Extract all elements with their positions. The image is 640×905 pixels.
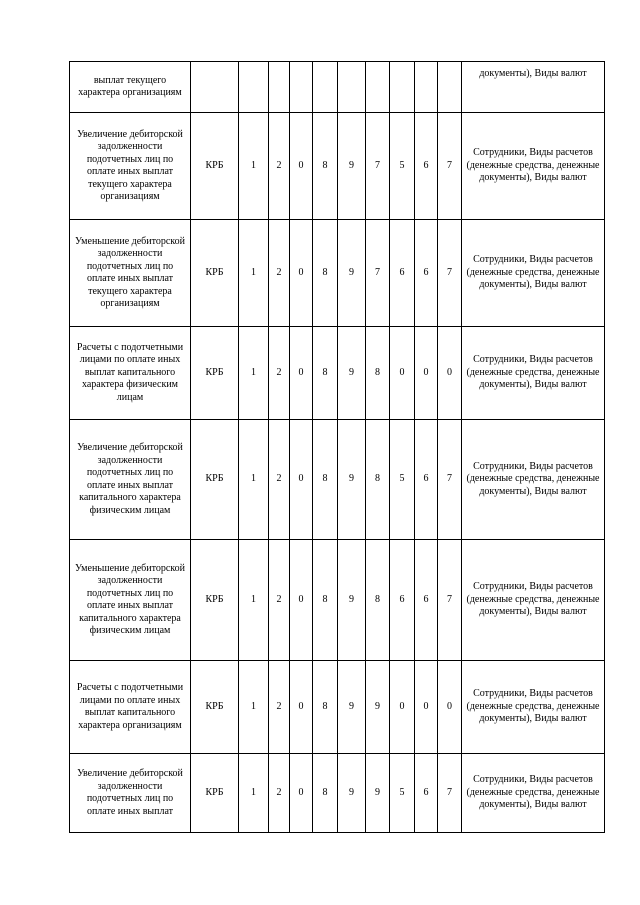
code-digit-cell: 8: [313, 661, 338, 754]
code-digit-cell: 1: [239, 754, 269, 833]
code-digit-cell: 8: [366, 420, 390, 540]
code-digit-cell: 9: [338, 113, 366, 220]
code-digit-cell: 1: [239, 113, 269, 220]
code-digit-cell: 2: [269, 420, 290, 540]
code-digit-cell: 2: [269, 661, 290, 754]
code-digit-cell: 8: [366, 540, 390, 661]
code-digit-cell: 9: [338, 540, 366, 661]
code-digit-cell: 2: [269, 327, 290, 420]
code-digit-cell: [239, 62, 269, 113]
code-digit-cell: 6: [390, 540, 415, 661]
code-digit-cell: 0: [290, 540, 313, 661]
table-row: [70, 113, 605, 220]
account-name-cell: Уменьшение дебиторской задолженности подотчетных лиц по оплате иных выплат капитального характера физическим лицам: [70, 540, 191, 661]
code-digit-cell: 6: [415, 220, 438, 327]
kfo-cell: КРБ: [191, 420, 239, 540]
account-name-cell: Расчеты с подотчетными лицами по оплате иных выплат капитального характера организациям: [70, 661, 191, 754]
table-row: [70, 661, 605, 754]
code-digit-cell: [313, 62, 338, 113]
code-digit-cell: 8: [313, 754, 338, 833]
analytics-cell: Сотрудники, Виды расчетов (денежные средства, денежные документы), Виды валют: [462, 661, 605, 754]
table-row: [70, 220, 605, 327]
code-digit-cell: 7: [438, 220, 462, 327]
account-name-cell: Увеличение дебиторской задолженности подотчетных лиц по оплате иных выплат текущего характера организациям: [70, 113, 191, 220]
analytics-cell: Сотрудники, Виды расчетов (денежные средства, денежные документы), Виды валют: [462, 754, 605, 833]
table-row: [70, 327, 605, 420]
code-digit-cell: 0: [390, 661, 415, 754]
code-digit-cell: 8: [313, 420, 338, 540]
analytics-cell: Сотрудники, Виды расчетов (денежные средства, денежные документы), Виды валют: [462, 327, 605, 420]
code-digit-cell: 0: [415, 661, 438, 754]
code-digit-cell: 0: [438, 327, 462, 420]
code-digit-cell: 1: [239, 327, 269, 420]
code-digit-cell: 7: [366, 113, 390, 220]
code-digit-cell: 1: [239, 540, 269, 661]
code-digit-cell: 2: [269, 754, 290, 833]
code-digit-cell: 0: [438, 661, 462, 754]
code-digit-cell: [269, 62, 290, 113]
code-digit-cell: 8: [313, 113, 338, 220]
code-digit-cell: 9: [338, 420, 366, 540]
code-digit-cell: 0: [290, 661, 313, 754]
code-digit-cell: 5: [390, 420, 415, 540]
code-digit-cell: 2: [269, 220, 290, 327]
kfo-cell: КРБ: [191, 327, 239, 420]
code-digit-cell: 9: [338, 754, 366, 833]
account-name-cell: Расчеты с подотчетными лицами по оплате иных выплат капитального характера физическим лицам: [70, 327, 191, 420]
table-row: [70, 62, 605, 113]
account-name-cell: выплат текущего характера организациям: [70, 62, 191, 113]
analytics-cell: Сотрудники, Виды расчетов (денежные средства, денежные документы), Виды валют: [462, 220, 605, 327]
analytics-cell: документы), Виды валют: [462, 62, 605, 113]
table-row: [70, 540, 605, 661]
kfo-cell: [191, 62, 239, 113]
kfo-cell: КРБ: [191, 220, 239, 327]
code-digit-cell: 6: [415, 754, 438, 833]
code-digit-cell: 7: [438, 754, 462, 833]
code-digit-cell: 9: [366, 661, 390, 754]
code-digit-cell: [390, 62, 415, 113]
code-digit-cell: 5: [390, 754, 415, 833]
account-name-cell: Уменьшение дебиторской задолженности подотчетных лиц по оплате иных выплат текущего характера организациям: [70, 220, 191, 327]
code-digit-cell: 8: [366, 327, 390, 420]
analytics-cell: Сотрудники, Виды расчетов (денежные средства, денежные документы), Виды валют: [462, 113, 605, 220]
code-digit-cell: 9: [338, 661, 366, 754]
code-digit-cell: [366, 62, 390, 113]
code-digit-cell: 8: [313, 540, 338, 661]
code-digit-cell: 1: [239, 661, 269, 754]
code-digit-cell: 2: [269, 540, 290, 661]
account-name-cell: Увеличение дебиторской задолженности подотчетных лиц по оплате иных выплат капитального характера физическим лицам: [70, 420, 191, 540]
code-digit-cell: 8: [313, 220, 338, 327]
code-digit-cell: 7: [438, 540, 462, 661]
code-digit-cell: 7: [438, 113, 462, 220]
code-digit-cell: [290, 62, 313, 113]
code-digit-cell: 7: [366, 220, 390, 327]
code-digit-cell: 8: [313, 327, 338, 420]
code-digit-cell: 0: [390, 327, 415, 420]
code-digit-cell: 0: [415, 327, 438, 420]
code-digit-cell: 0: [290, 327, 313, 420]
code-digit-cell: 0: [290, 113, 313, 220]
code-digit-cell: 1: [239, 420, 269, 540]
account-name-cell: Увеличение дебиторской задолженности подотчетных лиц по оплате иных выплат: [70, 754, 191, 833]
code-digit-cell: 2: [269, 113, 290, 220]
code-digit-cell: 0: [290, 754, 313, 833]
code-digit-cell: 6: [415, 540, 438, 661]
kfo-cell: КРБ: [191, 661, 239, 754]
table-row: [70, 420, 605, 540]
code-digit-cell: 5: [390, 113, 415, 220]
code-digit-cell: [438, 62, 462, 113]
kfo-cell: КРБ: [191, 754, 239, 833]
code-digit-cell: [415, 62, 438, 113]
code-digit-cell: 9: [366, 754, 390, 833]
kfo-cell: КРБ: [191, 113, 239, 220]
code-digit-cell: 1: [239, 220, 269, 327]
code-digit-cell: 6: [415, 420, 438, 540]
analytics-cell: Сотрудники, Виды расчетов (денежные средства, денежные документы), Виды валют: [462, 540, 605, 661]
code-digit-cell: 0: [290, 220, 313, 327]
kfo-cell: КРБ: [191, 540, 239, 661]
code-digit-cell: 9: [338, 220, 366, 327]
code-digit-cell: 6: [390, 220, 415, 327]
code-digit-cell: 0: [290, 420, 313, 540]
table-row: [70, 754, 605, 833]
analytics-cell: Сотрудники, Виды расчетов (денежные средства, денежные документы), Виды валют: [462, 420, 605, 540]
code-digit-cell: [338, 62, 366, 113]
code-digit-cell: 7: [438, 420, 462, 540]
code-digit-cell: 6: [415, 113, 438, 220]
accounts-table: [69, 61, 605, 833]
code-digit-cell: 9: [338, 327, 366, 420]
